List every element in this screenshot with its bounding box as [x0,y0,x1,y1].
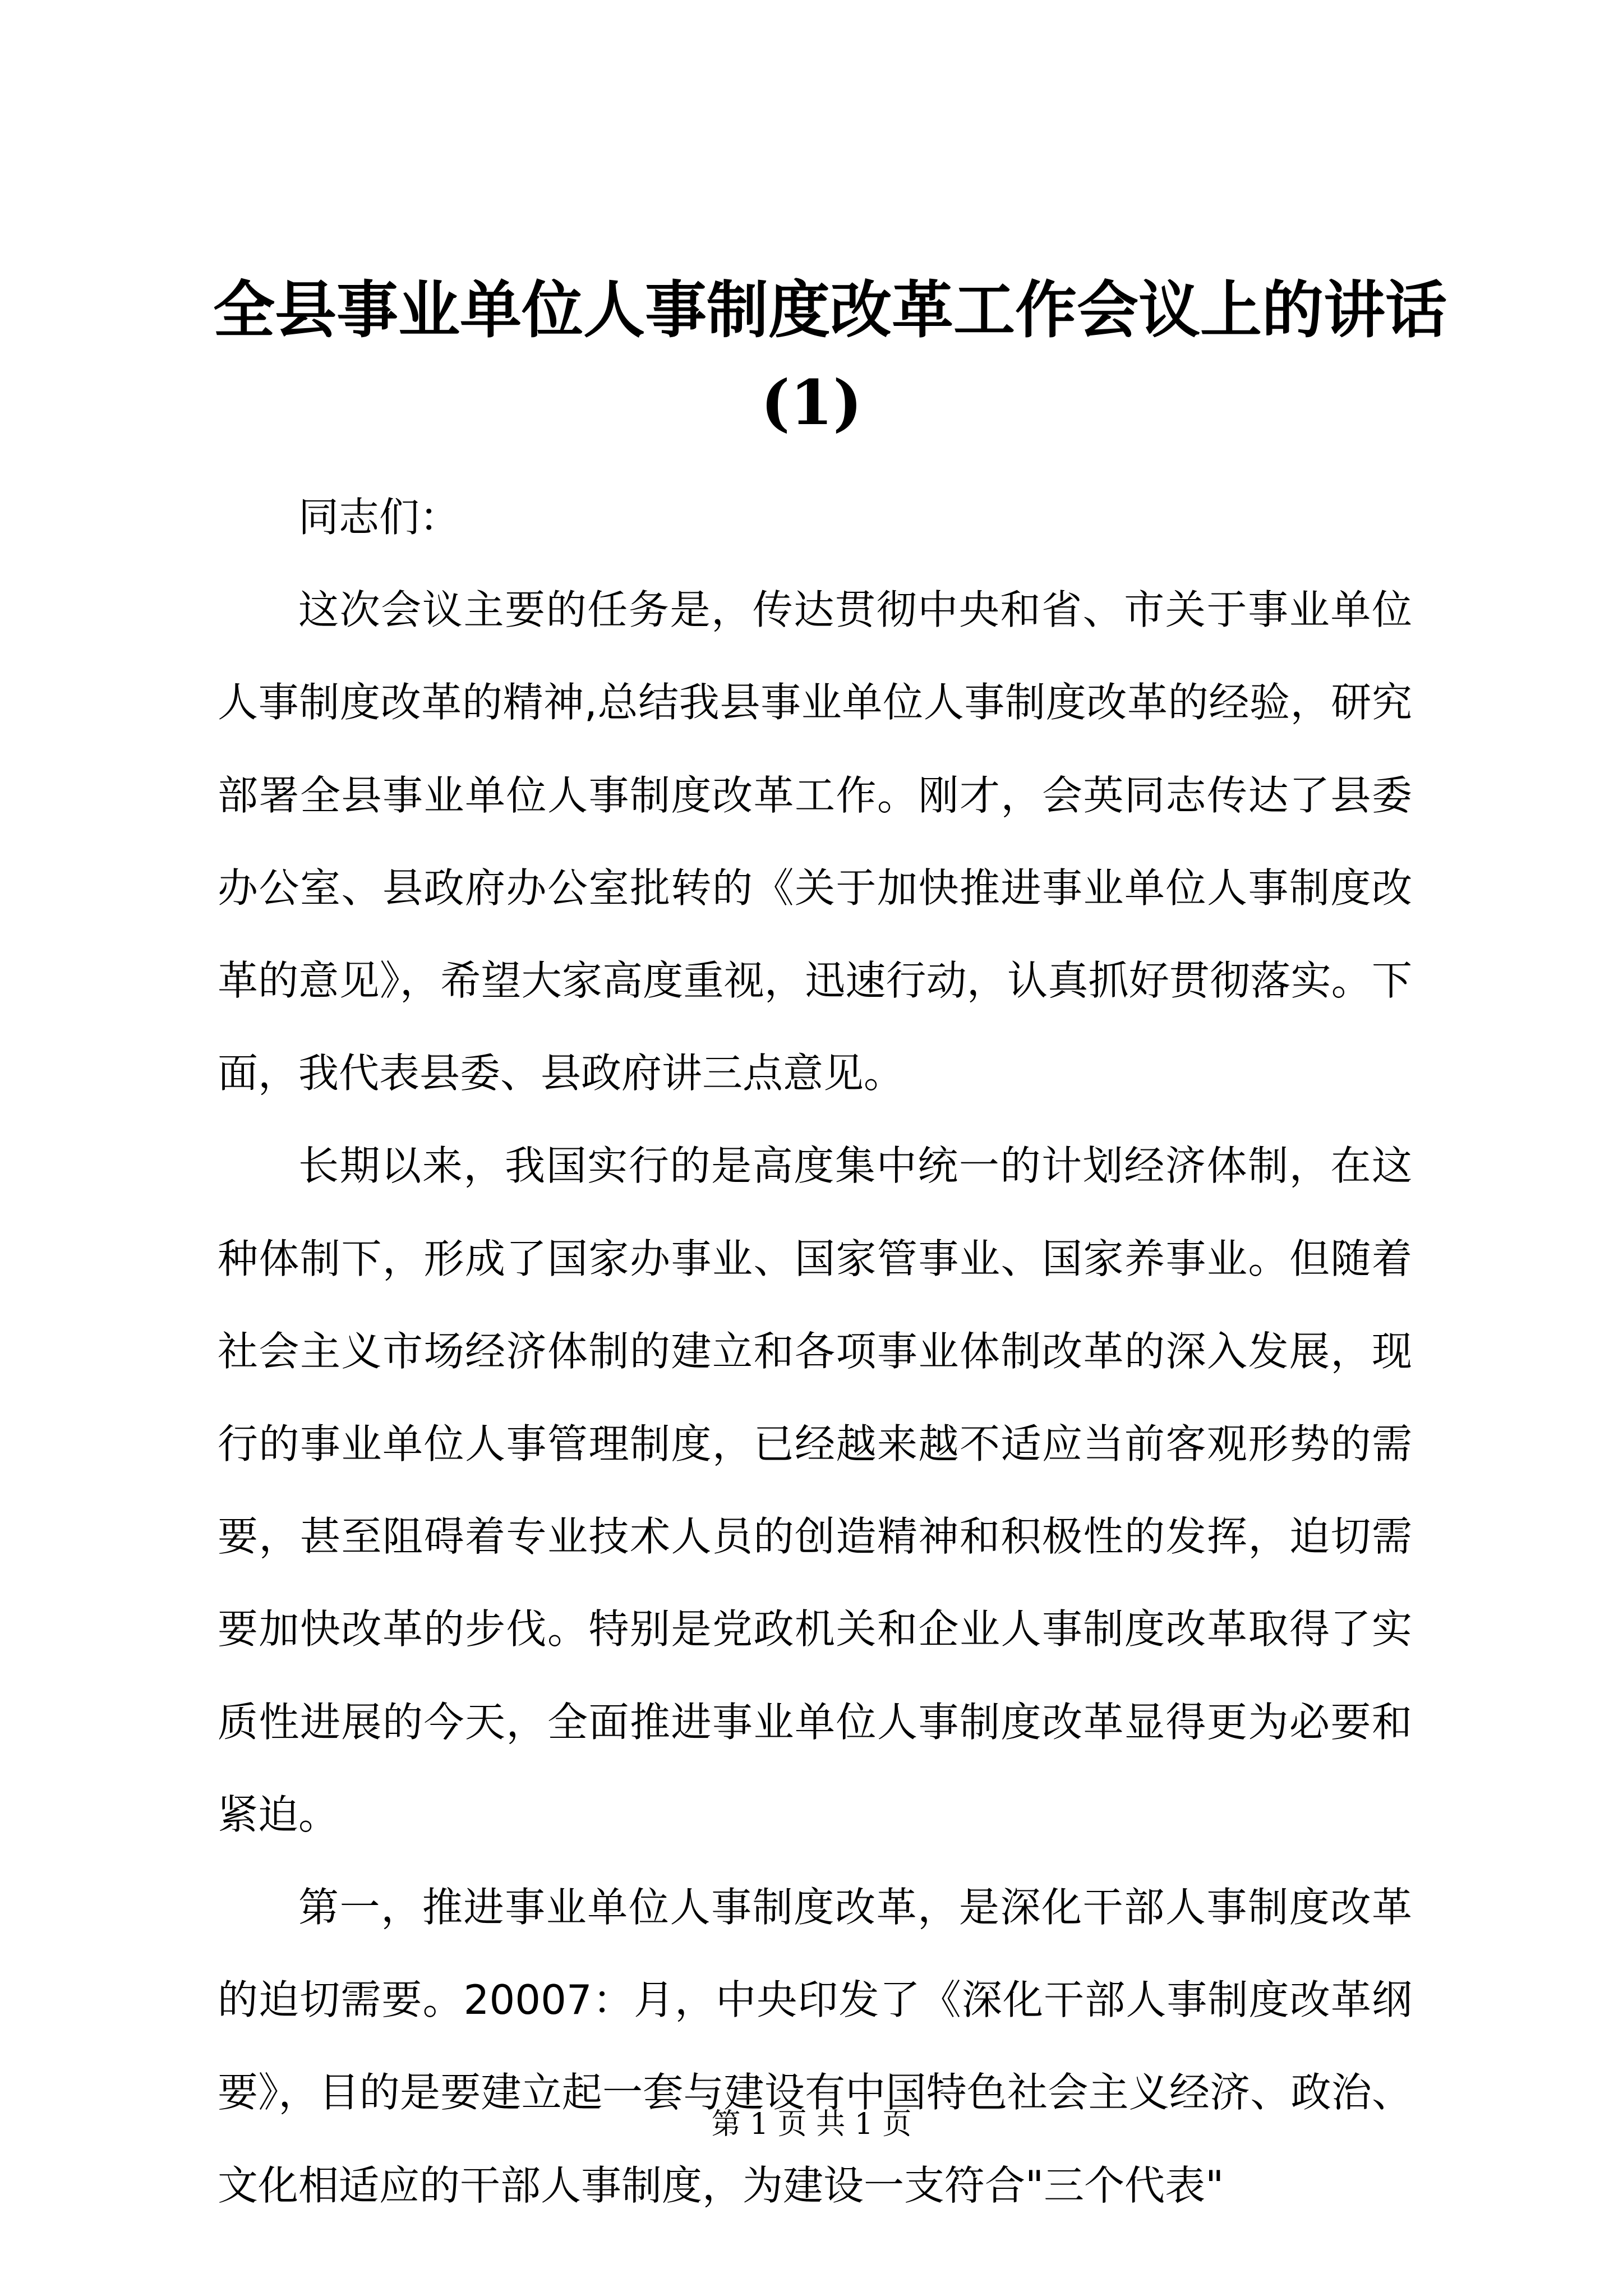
page-footer [0,2102,1623,2147]
body-paragraph-3: 第一，推进事业单位人事制度改革，是深化干部人事制度改革的迫切需要。20007：月，中央印发了《深化干部人事制度改革纲要》，目的是要建立起一套与建设有中国特色社会主义经济、政治、文化相适应的干部人事制度，为建设一支符合"三个代表" [218,1884,1412,2209]
title-line-1: 全县事业单位人事制度改革工作会议上的讲话 [213,274,1447,346]
title-line-2: (1) [760,366,863,439]
document-body [218,471,1412,2232]
salutation-paragraph: 同志们： [298,494,460,541]
document-title [213,264,1447,449]
body-paragraph-1: 这次会议主要的任务是，传达贯彻中央和省、市关于事业单位人事制度改革的精神,总结我县事业单位人事制度改革的经验，研究部署全县事业单位人事制度改革工作。刚才，会英同志传达了县委办公室、县政府办公室批转的《关于加快推进事业单位人事制度改革的意见》，希望大家高度重视，迅速行动，认真抓好贯彻落实。下面，我代表县委、县政府讲三点意见。 [218,586,1412,1097]
body-paragraph-2: 长期以来，我国实行的是高度集中统一的计划经济体制，在这种体制下，形成了国家办事业、国家管事业、国家养事业。但随着社会主义市场经济体制的建立和各项事业体制改革的深入发展，现行的事业单位人事管理制度，已经越来越不适应当前客观形势的需要，甚至阻碍着专业技术人员的创造精神和积极性的发挥，迫切需要加快改革的步伐。特别是党政机关和企业人事制度改革取得了实质性进展的今天，全面推进事业单位人事制度改革显得更为必要和紧迫。 [218,1142,1412,1838]
page-number: 第 1 页 共 1 页 [711,2108,912,2141]
